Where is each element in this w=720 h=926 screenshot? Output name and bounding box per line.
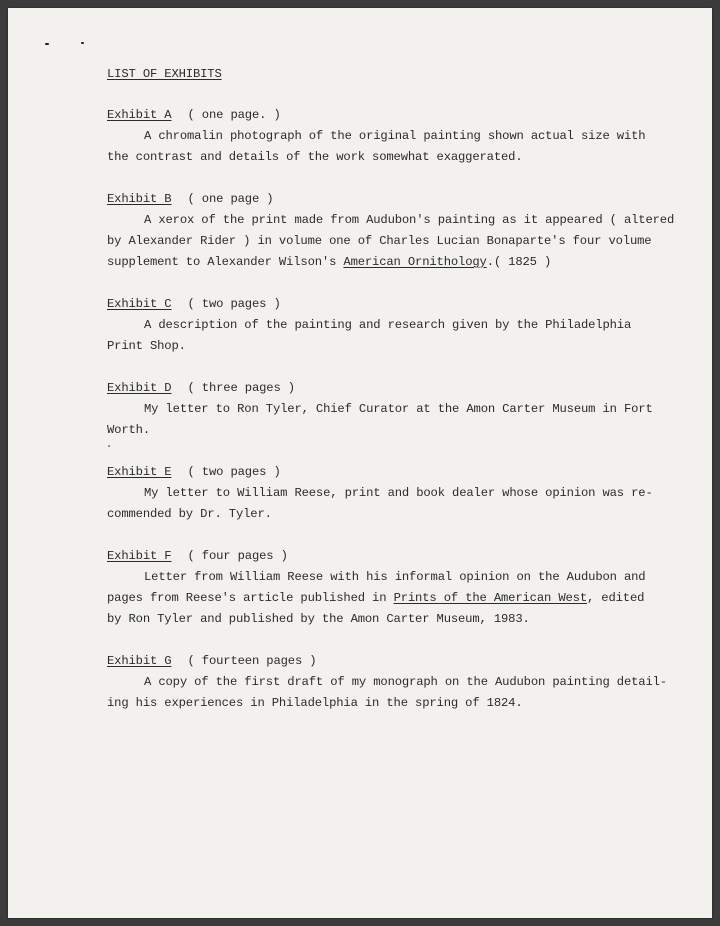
exhibit-name: Exhibit D (107, 381, 172, 395)
exhibit-b (107, 189, 707, 273)
exhibit-description-line (107, 588, 707, 609)
text-segment: supplement to Alexander Wilson's (107, 255, 344, 269)
text-segment: , edited (586, 591, 645, 605)
exhibit-f (107, 546, 707, 630)
exhibit-heading (107, 294, 707, 315)
exhibit-description-line: by Alexander Rider ) in volume one of Charles Lucian Bonaparte's four volume (107, 234, 652, 248)
text-segment: .( 1825 ) (486, 255, 552, 269)
book-title: Prints of the American West (393, 591, 587, 605)
exhibit-pages: ( three pages ) (187, 381, 295, 395)
exhibit-heading (107, 105, 707, 126)
exhibit-heading (107, 462, 707, 483)
exhibit-description-line: A chromalin photograph of the original painting shown actual size with (144, 129, 646, 143)
exhibit-name: Exhibit A (107, 108, 172, 122)
exhibit-description-line: ing his experiences in Philadelphia in the spring of 1824. (107, 696, 523, 710)
exhibit-e (107, 462, 707, 525)
exhibit-pages: ( one page. ) (187, 108, 281, 122)
exhibit-name: Exhibit G (107, 654, 172, 668)
exhibit-name: Exhibit B (107, 192, 172, 206)
exhibit-description-line: Letter from William Reese with his informal opinion on the Audubon and (144, 570, 646, 584)
exhibit-description-line: My letter to Ron Tyler, Chief Curator at the Amon Carter Museum in Fort (144, 402, 653, 416)
exhibit-heading (107, 651, 707, 672)
exhibit-name: Exhibit F (107, 549, 172, 563)
exhibit-a (107, 105, 707, 168)
exhibit-pages: ( two pages ) (187, 465, 281, 479)
exhibit-description-line: A description of the painting and research given by the Philadelphia (144, 318, 632, 332)
exhibit-description-line: Print Shop. (107, 339, 186, 353)
exhibit-d (107, 378, 707, 441)
exhibit-pages: ( two pages ) (187, 297, 281, 311)
exhibit-description-line: My letter to William Reese, print and book dealer whose opinion was re- (144, 486, 653, 500)
exhibit-description-line: by Ron Tyler and published by the Amon Carter Museum, 1983. (107, 612, 530, 626)
exhibit-heading (107, 546, 707, 567)
book-title: American Ornithology (343, 255, 487, 269)
exhibit-pages: ( one page ) (187, 192, 274, 206)
text-segment: pages from Reese's article published in (107, 591, 394, 605)
exhibit-g (107, 651, 707, 714)
exhibit-description-line: Worth. (107, 423, 150, 437)
exhibit-description-line: the contrast and details of the work somewhat exaggerated. (107, 150, 523, 164)
document-body (107, 64, 707, 735)
exhibit-name: Exhibit E (107, 465, 172, 479)
exhibit-c (107, 294, 707, 357)
exhibit-pages: ( four pages ) (187, 549, 288, 563)
exhibit-description-line (107, 252, 707, 273)
exhibit-name: Exhibit C (107, 297, 172, 311)
ink-mark (45, 43, 49, 45)
exhibit-pages: ( fourteen pages ) (187, 654, 317, 668)
exhibit-heading (107, 189, 707, 210)
exhibit-description-line: A copy of the first draft of my monograph on the Audubon painting detail- (144, 675, 667, 689)
exhibit-description-line: commended by Dr. Tyler. (107, 507, 272, 521)
exhibit-description-line: A xerox of the print made from Audubon's painting as it appeared ( altered (144, 213, 675, 227)
exhibit-heading (107, 378, 707, 399)
ink-mark (81, 42, 84, 44)
page-title: LIST OF EXHIBITS (107, 67, 222, 81)
